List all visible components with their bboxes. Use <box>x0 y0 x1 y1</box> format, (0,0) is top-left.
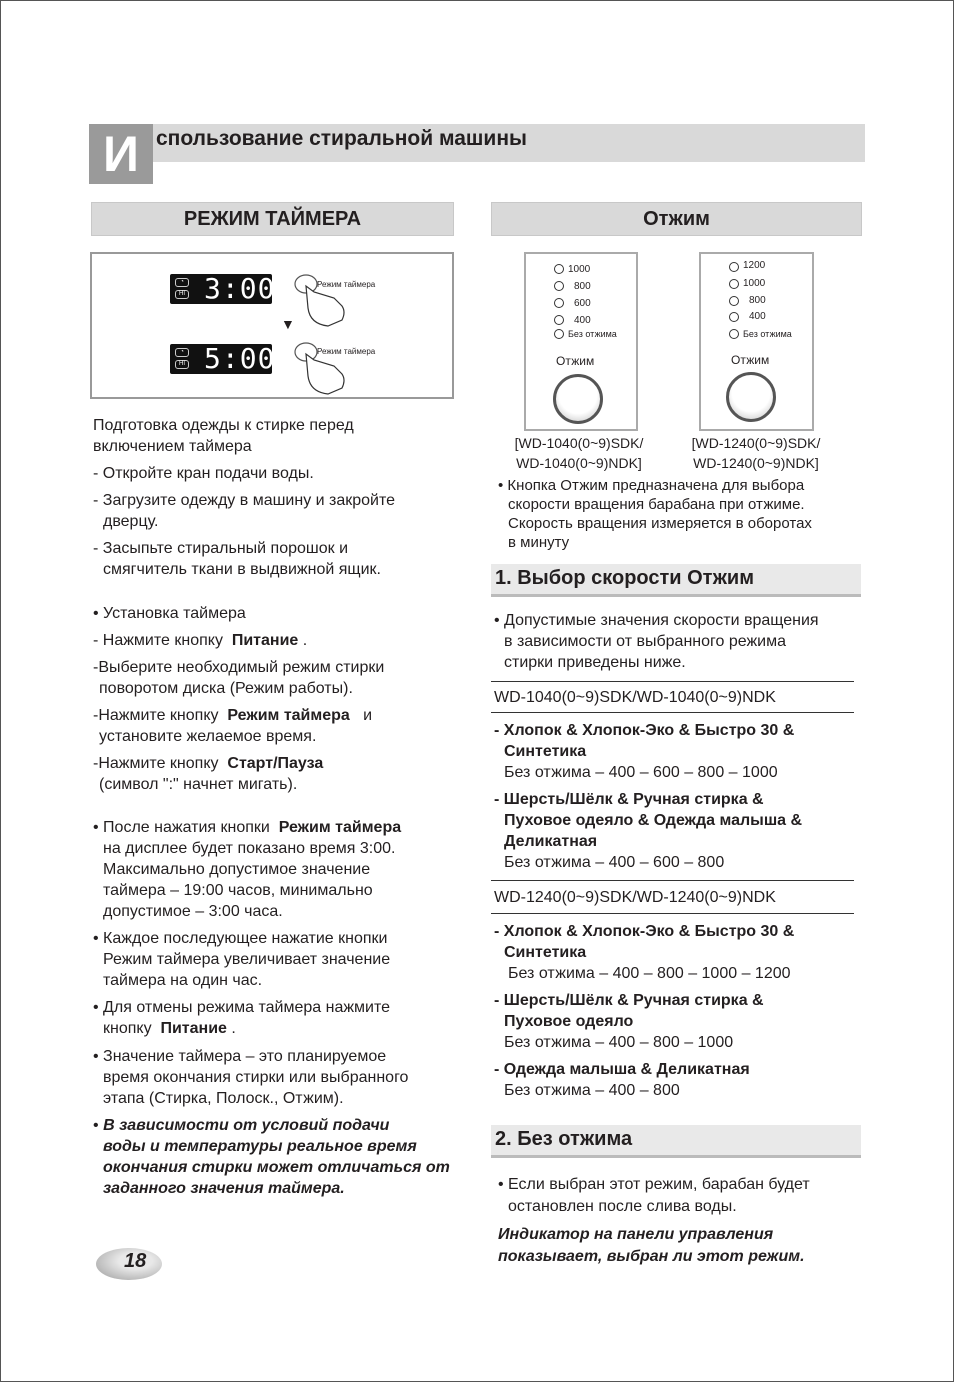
led-indicator <box>554 281 564 291</box>
program-spin-list: - Хлопок & Хлопок-Эко & Быстро 30 & Синтетика Без отжима – 400 – 800 – 1000 – 1200 <box>494 923 795 982</box>
led-indicator <box>729 312 739 322</box>
speed-label: 600 <box>574 298 591 309</box>
program-spin-list: - Одежда малыша & Деликатная Без отжима – 400 – 800 <box>494 1061 750 1099</box>
model-name: WD-1240(0~9)SDK/WD-1240(0~9)NDK <box>494 889 776 906</box>
page-title: спользование стиральной машины <box>156 127 527 150</box>
timer-button-label: Режим таймера <box>317 280 376 289</box>
timer-note: • После нажатия кнопки Режим таймера на дисплее будет показано время 3:00. Максимально допустимое значение таймера – 19:00 часов, минимально допустимое – 3:00 часа. <box>93 819 402 920</box>
timer-note: • Значение таймера – это планируемое время окончания стирки или выбранного этапа (Стирка, Полоск., Отжим). <box>93 1048 409 1107</box>
speed-label: 1200 <box>743 260 766 271</box>
speed-label: 400 <box>574 315 591 326</box>
subsection-title: 2. Без отжима <box>491 1125 861 1158</box>
spin-values-intro: • Допустимые значения скорости вращения в зависимости от выбранного режима стирки приведены ниже. <box>494 612 819 671</box>
prep-step: - Засыпьте стиральный порошок и смягчитель ткани в выдвижной ящик. <box>93 540 381 578</box>
led-indicator <box>554 264 564 274</box>
timer-button-label: Режим таймера <box>317 347 376 356</box>
led-indicator <box>554 298 564 308</box>
hand-press-icon <box>292 268 352 330</box>
prep-step: - Загрузите одежду в машину и закройте дверцу. <box>93 492 396 530</box>
lcd-digits: 3:00 <box>204 272 276 305</box>
lcd-digits: 5:00 <box>204 342 276 375</box>
lcd-display: ◔ HI 5:00 <box>170 344 272 374</box>
spin-heading: Отжим <box>491 202 862 236</box>
spin-knob <box>553 374 603 424</box>
spin-panel-1240 <box>699 252 814 431</box>
led-indicator <box>729 296 739 306</box>
knob-label: Отжим <box>556 354 595 368</box>
set-step: -Выберите необходимый режим стирки поворотом диска (Режим работы). <box>93 659 385 697</box>
no-spin-indicator-note: Индикатор на панели управления показывает, выбран ли этот режим. <box>498 1226 805 1265</box>
knob-label: Отжим <box>731 353 770 367</box>
program-spin-list: - Хлопок & Хлопок-Эко & Быстро 30 & Синтетика Без отжима – 400 – 600 – 800 – 1000 <box>494 722 795 781</box>
panel-caption: [WD-1240(0~9)SDK/ WD-1240(0~9)NDK] <box>691 435 821 471</box>
divider <box>491 913 854 914</box>
arrow-down-icon: ▼ <box>281 316 295 332</box>
led-indicator <box>729 329 739 339</box>
speed-label: 800 <box>574 281 591 292</box>
divider <box>491 880 854 881</box>
set-step: -Нажмите кнопку Старт/Пауза (символ ":" начнет мигать). <box>93 755 324 793</box>
subsection-title: 1. Выбор скорости Отжим <box>491 564 861 597</box>
timer-note: • Для отмены режима таймера нажмите кнопку Питание . <box>93 999 391 1037</box>
timer-warning: • В зависимости от условий подачи воды и температуры реальное время окончания стирки может отличаться от заданного значения таймера. <box>93 1117 450 1197</box>
spin-panel-1040 <box>524 252 638 431</box>
timer-illustration <box>90 252 454 399</box>
set-step: - Нажмите кнопку Питание . <box>93 632 308 649</box>
speed-label: 1000 <box>568 264 591 275</box>
timer-note: • Каждое последующее нажатие кнопки Режим таймера увеличивает значение таймера на один час. <box>93 930 391 989</box>
spin-knob <box>726 372 776 422</box>
speed-label: 800 <box>749 295 766 306</box>
program-spin-list: - Шерсть/Шёлк & Ручная стирка & Пуховое одеяло Без отжима – 400 – 800 – 1000 <box>494 992 764 1051</box>
model-name: WD-1040(0~9)SDK/WD-1040(0~9)NDK <box>494 689 776 706</box>
divider <box>491 681 854 682</box>
led-indicator <box>554 329 564 339</box>
prep-step: - Откройте кран подачи воды. <box>93 465 314 482</box>
speed-label: Без отжима <box>743 329 792 339</box>
timer-heading: РЕЖИМ ТАЙМЕРА <box>91 202 454 236</box>
divider <box>491 712 854 713</box>
spin-note: • Кнопка Отжим предназначена для выбора скорости вращения барабана при отжиме. Скорость вращения измеряется в оборотах в минуту <box>498 477 812 551</box>
led-indicator <box>554 315 564 325</box>
lcd-display: ◔ HI 3:00 <box>170 274 272 304</box>
page-number: 18 <box>124 1250 147 1272</box>
panel-caption: [WD-1040(0~9)SDK/ WD-1040(0~9)NDK] <box>514 435 644 471</box>
speed-label: Без отжима <box>568 329 617 339</box>
speed-label: 400 <box>749 311 766 322</box>
led-indicator <box>729 279 739 289</box>
speed-label: 1000 <box>743 278 766 289</box>
hand-press-icon <box>292 336 352 398</box>
led-indicator <box>729 262 739 272</box>
prep-title: Подготовка одежды к стирке перед включением таймера <box>93 417 354 455</box>
set-title: • Установка таймера <box>93 605 246 622</box>
program-spin-list: - Шерсть/Шёлк & Ручная стирка & Пуховое одеяло & Одежда малыша & Деликатная Без отжима – 400 – 600 – 800 <box>494 791 803 871</box>
set-step: -Нажмите кнопку Режим таймера и установите желаемое время. <box>93 707 373 745</box>
header-letter: И <box>89 124 153 184</box>
no-spin-note: • Если выбран этот режим, барабан будет остановлен после слива воды. <box>498 1176 810 1215</box>
